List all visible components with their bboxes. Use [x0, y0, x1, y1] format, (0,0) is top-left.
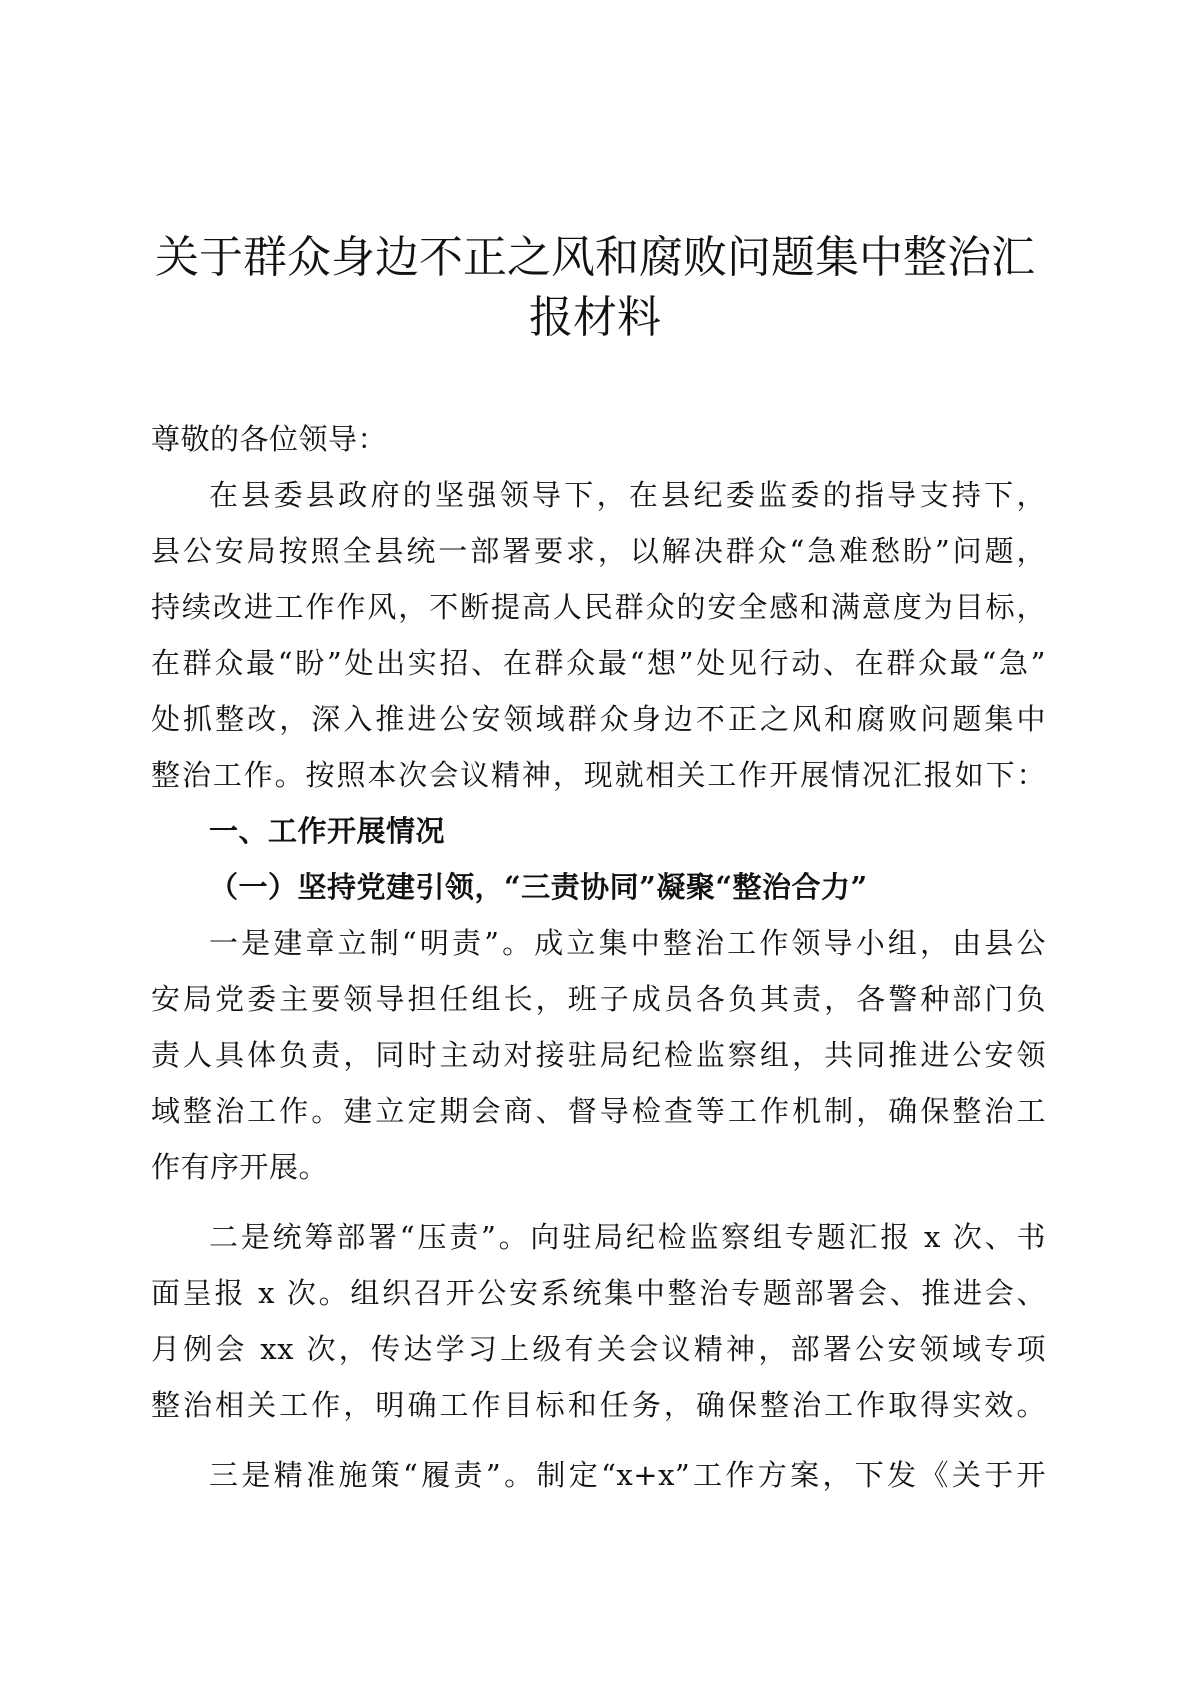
- paragraph-line: 在群众最“盼”处出实招、在群众最“想”处见行动、在群众最“急”: [151, 646, 1046, 680]
- subsection-heading: （一）坚持党建引领，“三责协同”凝聚“整治合力”: [209, 870, 868, 904]
- paragraph-line: 处抓整改，深入推进公安领域群众身边不正之风和腐败问题集中: [151, 702, 1046, 736]
- paragraph-line: 月例会 xx 次，传达学习上级有关会议精神，部署公安领域专项: [151, 1332, 1046, 1366]
- salutation: 尊敬的各位领导：: [151, 422, 388, 456]
- paragraph-2: [151, 1209, 1046, 1433]
- section-heading: 一、工作开展情况: [209, 814, 446, 848]
- paragraph-line: 三是精准施策“履责”。制定“x+x”工作方案，下发《关于开: [209, 1458, 1046, 1492]
- paragraph-line: 安局党委主要领导担任组长，班子成员各负其责，各警种部门负: [151, 982, 1046, 1016]
- paragraph-line: 域整治工作。建立定期会商、督导检查等工作机制，确保整治工: [151, 1094, 1046, 1128]
- paragraph-line: 一是建章立制“明责”。成立集中整治工作领导小组，由县公: [209, 926, 1046, 960]
- paragraph-line: 整治相关工作，明确工作目标和任务，确保整治工作取得实效。: [151, 1388, 1046, 1422]
- paragraph-line: 在县委县政府的坚强领导下，在县纪委监委的指导支持下，: [209, 478, 1046, 512]
- paragraph-line: 二是统筹部署“压责”。向驻局纪检监察组专题汇报 x 次、书: [209, 1220, 1046, 1254]
- document-body: [151, 411, 1046, 1503]
- paragraph-line: 持续改进工作作风，不断提高人民群众的安全感和满意度为目标，: [151, 590, 1046, 624]
- intro-paragraph: [151, 467, 1046, 803]
- document-title: 关于群众身边不正之风和腐败问题集中整治汇报材料: [155, 232, 1035, 343]
- paragraph-1: [151, 915, 1046, 1195]
- paragraph-line: 责人具体负责，同时主动对接驻局纪检监察组，共同推进公安领: [151, 1038, 1046, 1072]
- paragraph-line: 县公安局按照全县统一部署要求，以解决群众“急难愁盼”问题，: [151, 534, 1046, 568]
- paragraph-3: [151, 1447, 1046, 1503]
- paragraph-line: 整治工作。按照本次会议精神，现就相关工作开展情况汇报如下：: [151, 758, 1046, 792]
- paragraph-line: 作有序开展。: [151, 1150, 329, 1184]
- paragraph-line: 面呈报 x 次。组织召开公安系统集中整治专题部署会、推进会、: [151, 1276, 1046, 1310]
